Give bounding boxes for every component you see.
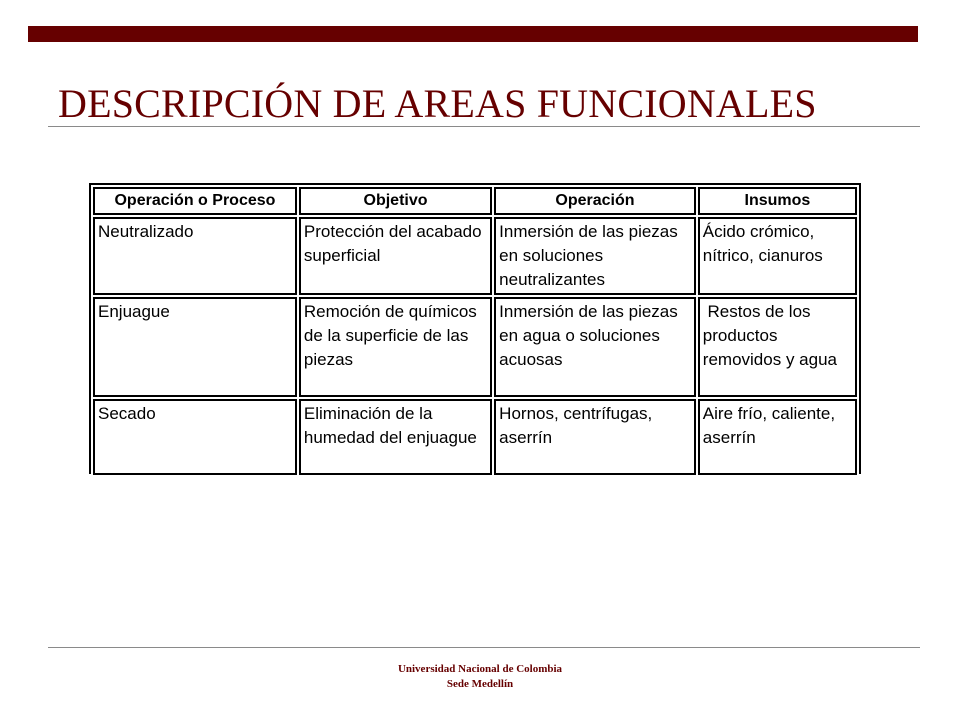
header-insumos: Insumos bbox=[698, 187, 857, 215]
table-cell: Ácido crómico, nítrico, cianuros bbox=[698, 217, 857, 295]
table-row bbox=[93, 217, 857, 295]
table-row bbox=[93, 399, 857, 475]
footer-institution: Universidad Nacional de Colombia bbox=[397, 663, 563, 675]
title-divider bbox=[48, 126, 920, 127]
header-operacion: Operación bbox=[494, 187, 696, 215]
table-cell: Restos de los productos removidos y agua bbox=[698, 297, 857, 397]
table-cell: Protección del acabado superficial bbox=[299, 217, 492, 295]
process-table-container bbox=[89, 183, 861, 474]
table-cell: Eliminación de la humedad del enjuague bbox=[299, 399, 492, 475]
table-cell: Aire frío, caliente, aserrín bbox=[698, 399, 857, 475]
process-table bbox=[91, 185, 859, 477]
header-objetivo: Objetivo bbox=[299, 187, 492, 215]
footer-divider bbox=[48, 647, 920, 648]
table-cell: Enjuague bbox=[93, 297, 297, 397]
slide-title: DESCRIPCIÓN DE AREAS FUNCIONALES bbox=[58, 81, 817, 126]
table-row bbox=[93, 297, 857, 397]
table-cell: Inmersión de las piezas en agua o soluciones acuosas bbox=[494, 297, 696, 397]
footer-campus: Sede Medellín bbox=[446, 678, 514, 690]
table-header-row bbox=[93, 187, 857, 215]
table-cell: Remoción de químicos de la superficie de las piezas bbox=[299, 297, 492, 397]
table-cell: Neutralizado bbox=[93, 217, 297, 295]
table-cell: Secado bbox=[93, 399, 297, 475]
table-cell: Inmersión de las piezas en soluciones neutralizantes bbox=[494, 217, 696, 295]
top-accent-bar bbox=[28, 26, 918, 42]
header-operacion-proceso: Operación o Proceso bbox=[93, 187, 297, 215]
table-cell: Hornos, centrífugas, aserrín bbox=[494, 399, 696, 475]
